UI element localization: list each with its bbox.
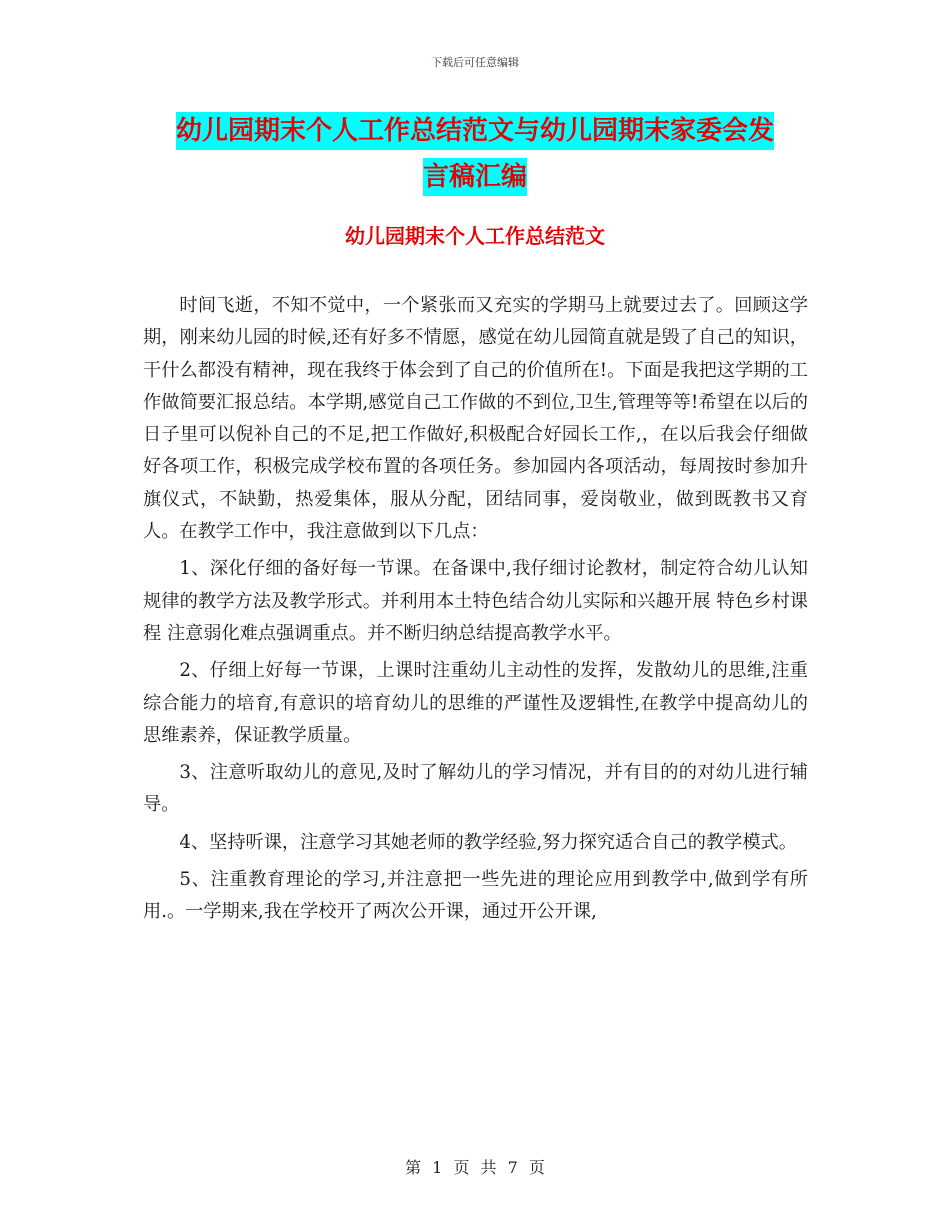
page-footer: 第 1 页 共 7 页: [405, 1158, 545, 1177]
paragraph-point-3: 3、注意听取幼儿的意见,及时了解幼儿的学习情况，并有目的的对幼儿进行辅导。: [143, 762, 808, 816]
title-line-1: 幼儿园期末个人工作总结范文与幼儿园期末家委会发: [176, 112, 774, 150]
body-text: [143, 290, 808, 934]
paragraph-point-2: 2、仔细上好每一节课，上课时注重幼儿主动性的发挥，发散幼儿的思维,注重综合能力的培育,有意识的培育幼儿的思维的严谨性及逻辑性,在教学中提高幼儿的思维素养，保证教学质量。: [143, 660, 808, 746]
title-line-2: 言稿汇编: [423, 158, 527, 196]
paragraph-point-1: 1、深化仔细的备好每一节课。在备课中,我仔细讨论教材，制定符合幼儿认知规律的教学方法及教学形式。并利用本土特色结合幼儿实际和兴趣开展 特色乡村课程 注意弱化难点强调重点。并不断归纳总结提高教学水平。: [143, 558, 808, 644]
section-title: 幼儿园期末个人工作总结范文: [345, 224, 605, 248]
document-title: [140, 108, 810, 200]
paragraph-point-5: 5、注重教育理论的学习,并注意把一些先进的理论应用到教学中,做到学有所用.。一学期来,我在学校开了两次公开课，通过开公开课,: [143, 869, 808, 923]
header-note: 下载后可任意编辑: [431, 56, 519, 69]
paragraph-point-4: 4、坚持听课，注意学习其她老师的教学经验,努力探究适合自己的教学模式。: [179, 831, 797, 853]
paragraph-intro: 时间飞逝，不知不觉中，一个紧张而又充实的学期马上就要过去了。回顾这学期，刚来幼儿园的时候,还有好多不情愿，感觉在幼儿园简直就是毁了自己的知识，干什么都没有精神，现在我终于体会到了自己的价值所在!。下面是我把这学期的工作做简要汇报总结。本学期,感觉自己工作做的不到位,卫生,管理等等!希望在以后的日子里可以倪补自己的不足,把工作做好,积极配合好园长工作,，在以后我会仔细做好各项工作，积极完成学校布置的各项任务。参加园内各项活动，每周按时参加升旗仪式，不缺勤，热爱集体，服从分配，团结同事，爱岗敬业，做到既教书又育人。在教学工作中，我注意做到以下几点：: [143, 295, 808, 543]
